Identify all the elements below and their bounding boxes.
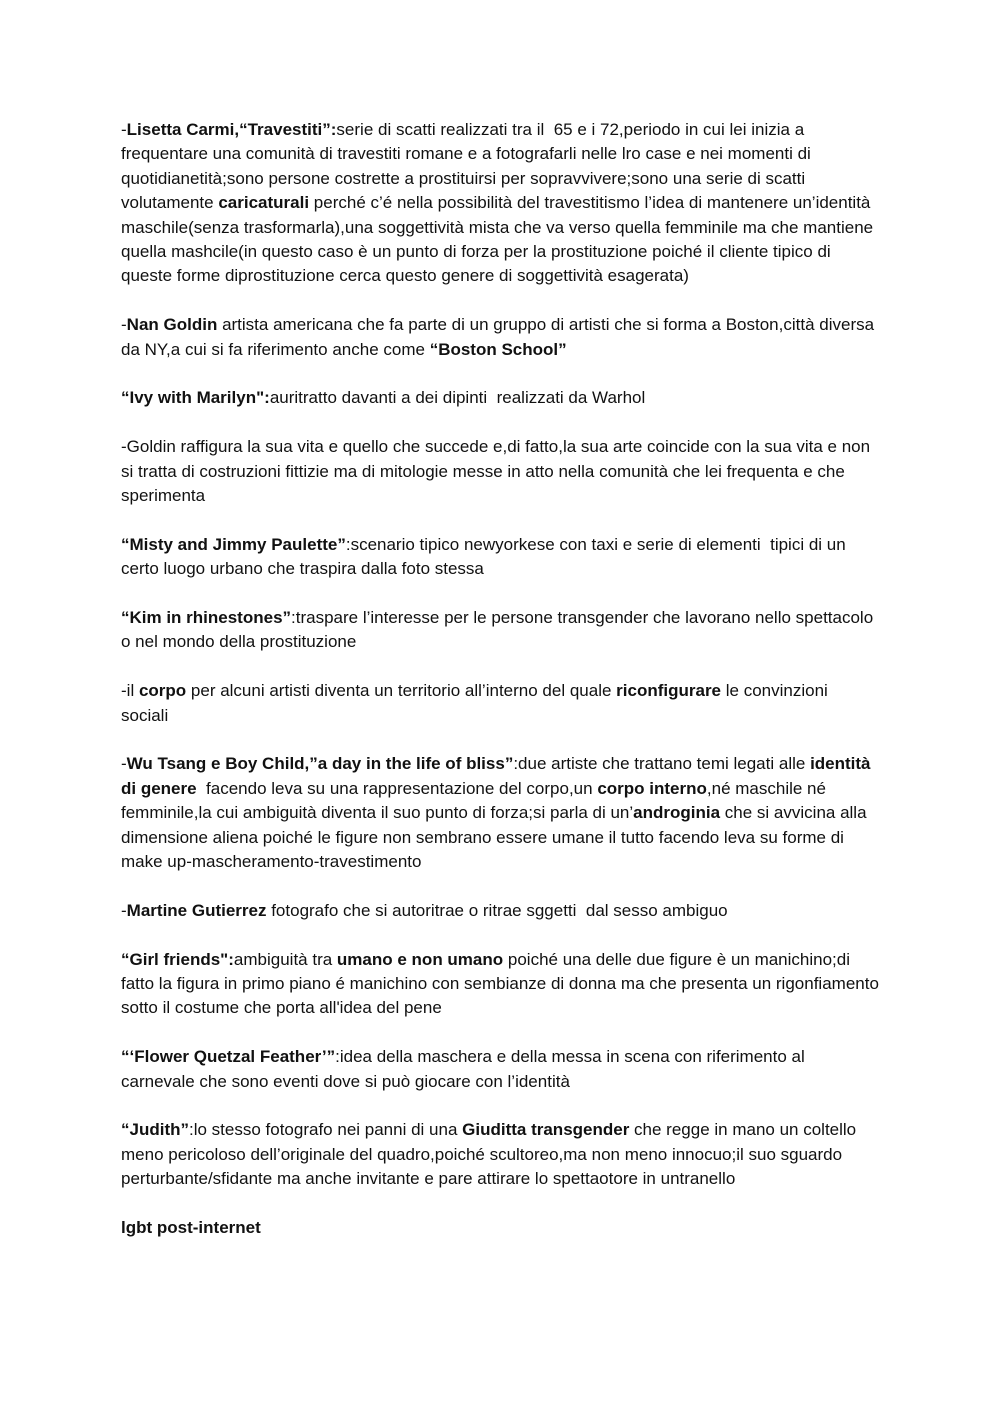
bold-text-run: androginia — [633, 803, 721, 823]
paragraph-kim-in-rhinestones — [121, 606, 881, 655]
text-run: ambiguità tra — [233, 949, 337, 969]
text-run: :due artiste che trattano temi legati alle — [513, 754, 811, 774]
paragraph-goldin-life — [121, 435, 881, 508]
paragraph-carmi — [121, 118, 881, 289]
bold-text-run: lgbt post-internet — [121, 1218, 261, 1238]
text-run: le convinzioni sociali — [121, 681, 838, 725]
text-run: :traspare l’interesse per le persone transgender che lavorano nello spettacolo o nel mondo della prostituzione — [121, 608, 878, 652]
paragraph-corpo — [121, 679, 881, 728]
text-run: poiché una delle due figure è un manichino;di fatto la figura in primo piano é manichino con sembianze di donna ma che presenta un rigonfiamento sotto il costume che porta all'idea del pene — [121, 949, 884, 1018]
text-run: che regge in mano un coltello meno pericoloso dell’originale del quadro,poiché scultoreo,ma non meno innocuo;il suo sguardo perturbante/sfidante ma anche invitante e pare attirare lo spettaotore in untranello — [121, 1120, 861, 1189]
document-page — [121, 118, 884, 1265]
bold-text-run: corpo interno — [597, 778, 707, 798]
text-run: facendo leva su una rappresentazione del corpo,un — [196, 778, 598, 798]
text-run: serie di scatti realizzati tra il 65 e i 72,periodo in cui lei inizia a frequentare una comunità di travestiti romane e a fotografarli nelle lro case e nei momenti di quotidianetità;sono persone costrette a prostituirsi per sopravvivere;sono una serie di scatti volutamente — [121, 120, 816, 213]
bold-text-run: “Ivy with Marilyn": — [121, 388, 270, 408]
bold-text-run: Wu Tsang e Boy Child,”a day in the life of bliss” — [126, 754, 514, 774]
paragraph-goldin-intro — [121, 313, 881, 362]
bold-text-run: Martine Gutierrez — [126, 900, 267, 920]
text-run: :idea della maschera e della messa in scena con riferimento al carnevale che sono eventi dove si può giocare con l’identità — [121, 1047, 810, 1091]
text-run: auritratto davanti a dei dipinti realizzati da Warhol — [269, 388, 646, 408]
paragraph-misty-and-jimmy — [121, 533, 881, 582]
bold-text-run: caricaturali — [218, 193, 310, 213]
text-run: fotografo che si autoritrae o ritrae sggetti dal sesso ambiguo — [266, 900, 728, 920]
text-run: perché c’é nella possibilità del travestitismo l’idea di mantenere un’identità maschile(senza trasformarla),una soggettività mista che va verso quella femminile ma che mantiene quella mashcile(in questo caso è un punto di forza per la prostituzione poiché il cliente tipico di queste forme diprostituzione cerca questo genere di soggettività esagerata) — [121, 193, 878, 286]
bold-text-run: “Girl friends": — [121, 949, 234, 969]
text-run: -Goldin raffigura la sua vita e quello che succede e,di fatto,la sua arte coincide con la sua vita e non si tratta di costruzioni fittizie ma di mitologie messe in atto nella comunità che lei frequenta e che sperimenta — [121, 437, 875, 506]
text-run: artista americana che fa parte di un gruppo di artisti che si forma a Boston,città diversa da NY,a cui si fa riferimento anche come — [121, 315, 879, 359]
text-run: ,né maschile né femminile,la cui ambiguità diventa il suo punto di forza;si parla di un’ — [121, 778, 831, 823]
paragraph-lgbt-heading — [121, 1216, 881, 1240]
bold-text-run: “Boston School” — [429, 339, 567, 359]
text-run: - — [121, 120, 127, 139]
bold-text-run: “Judith” — [121, 1120, 189, 1140]
bold-text-run: riconfigurare — [616, 681, 722, 701]
bold-text-run: corpo — [138, 681, 187, 701]
text-run: -il — [121, 681, 139, 701]
paragraph-gutierrez — [121, 899, 881, 923]
bold-text-run: “‘Flower Quetzal Feather’” — [121, 1047, 336, 1067]
bold-text-run: “Kim in rhinestones” — [121, 608, 292, 628]
text-run: - — [121, 315, 127, 335]
text-run: :lo stesso fotografo nei panni di una — [189, 1120, 463, 1140]
paragraph-judith — [121, 1118, 881, 1191]
paragraph-flower-quetzal — [121, 1045, 881, 1094]
text-run: per alcuni artisti diventa un territorio all’interno del quale — [186, 681, 617, 701]
bold-text-run: Lisetta Carmi,“Travestiti”: — [126, 120, 337, 139]
bold-text-run: umano e non umano — [336, 949, 504, 969]
bold-text-run: “Misty and Jimmy Paulette” — [121, 534, 346, 554]
text-run: - — [121, 900, 127, 920]
bold-text-run: identità di genere — [121, 754, 876, 798]
bold-text-run: Nan Goldin — [126, 315, 218, 335]
text-run: - — [121, 754, 127, 774]
paragraph-girl-friends — [121, 948, 884, 1021]
text-run: :scenario tipico newyorkese con taxi e serie di elementi tipici di un certo luogo urbano che traspira dalla foto stessa — [121, 534, 851, 579]
paragraph-wu-tsang — [121, 752, 881, 874]
text-run: che si avvicina alla dimensione aliena poiché le figure non sembrano essere umane il tutto facendo leva su forme di make up-mascheramento-travestimento — [121, 803, 872, 872]
paragraph-ivy-with-marilyn — [121, 386, 881, 410]
bold-text-run: Giuditta transgender — [462, 1120, 630, 1140]
